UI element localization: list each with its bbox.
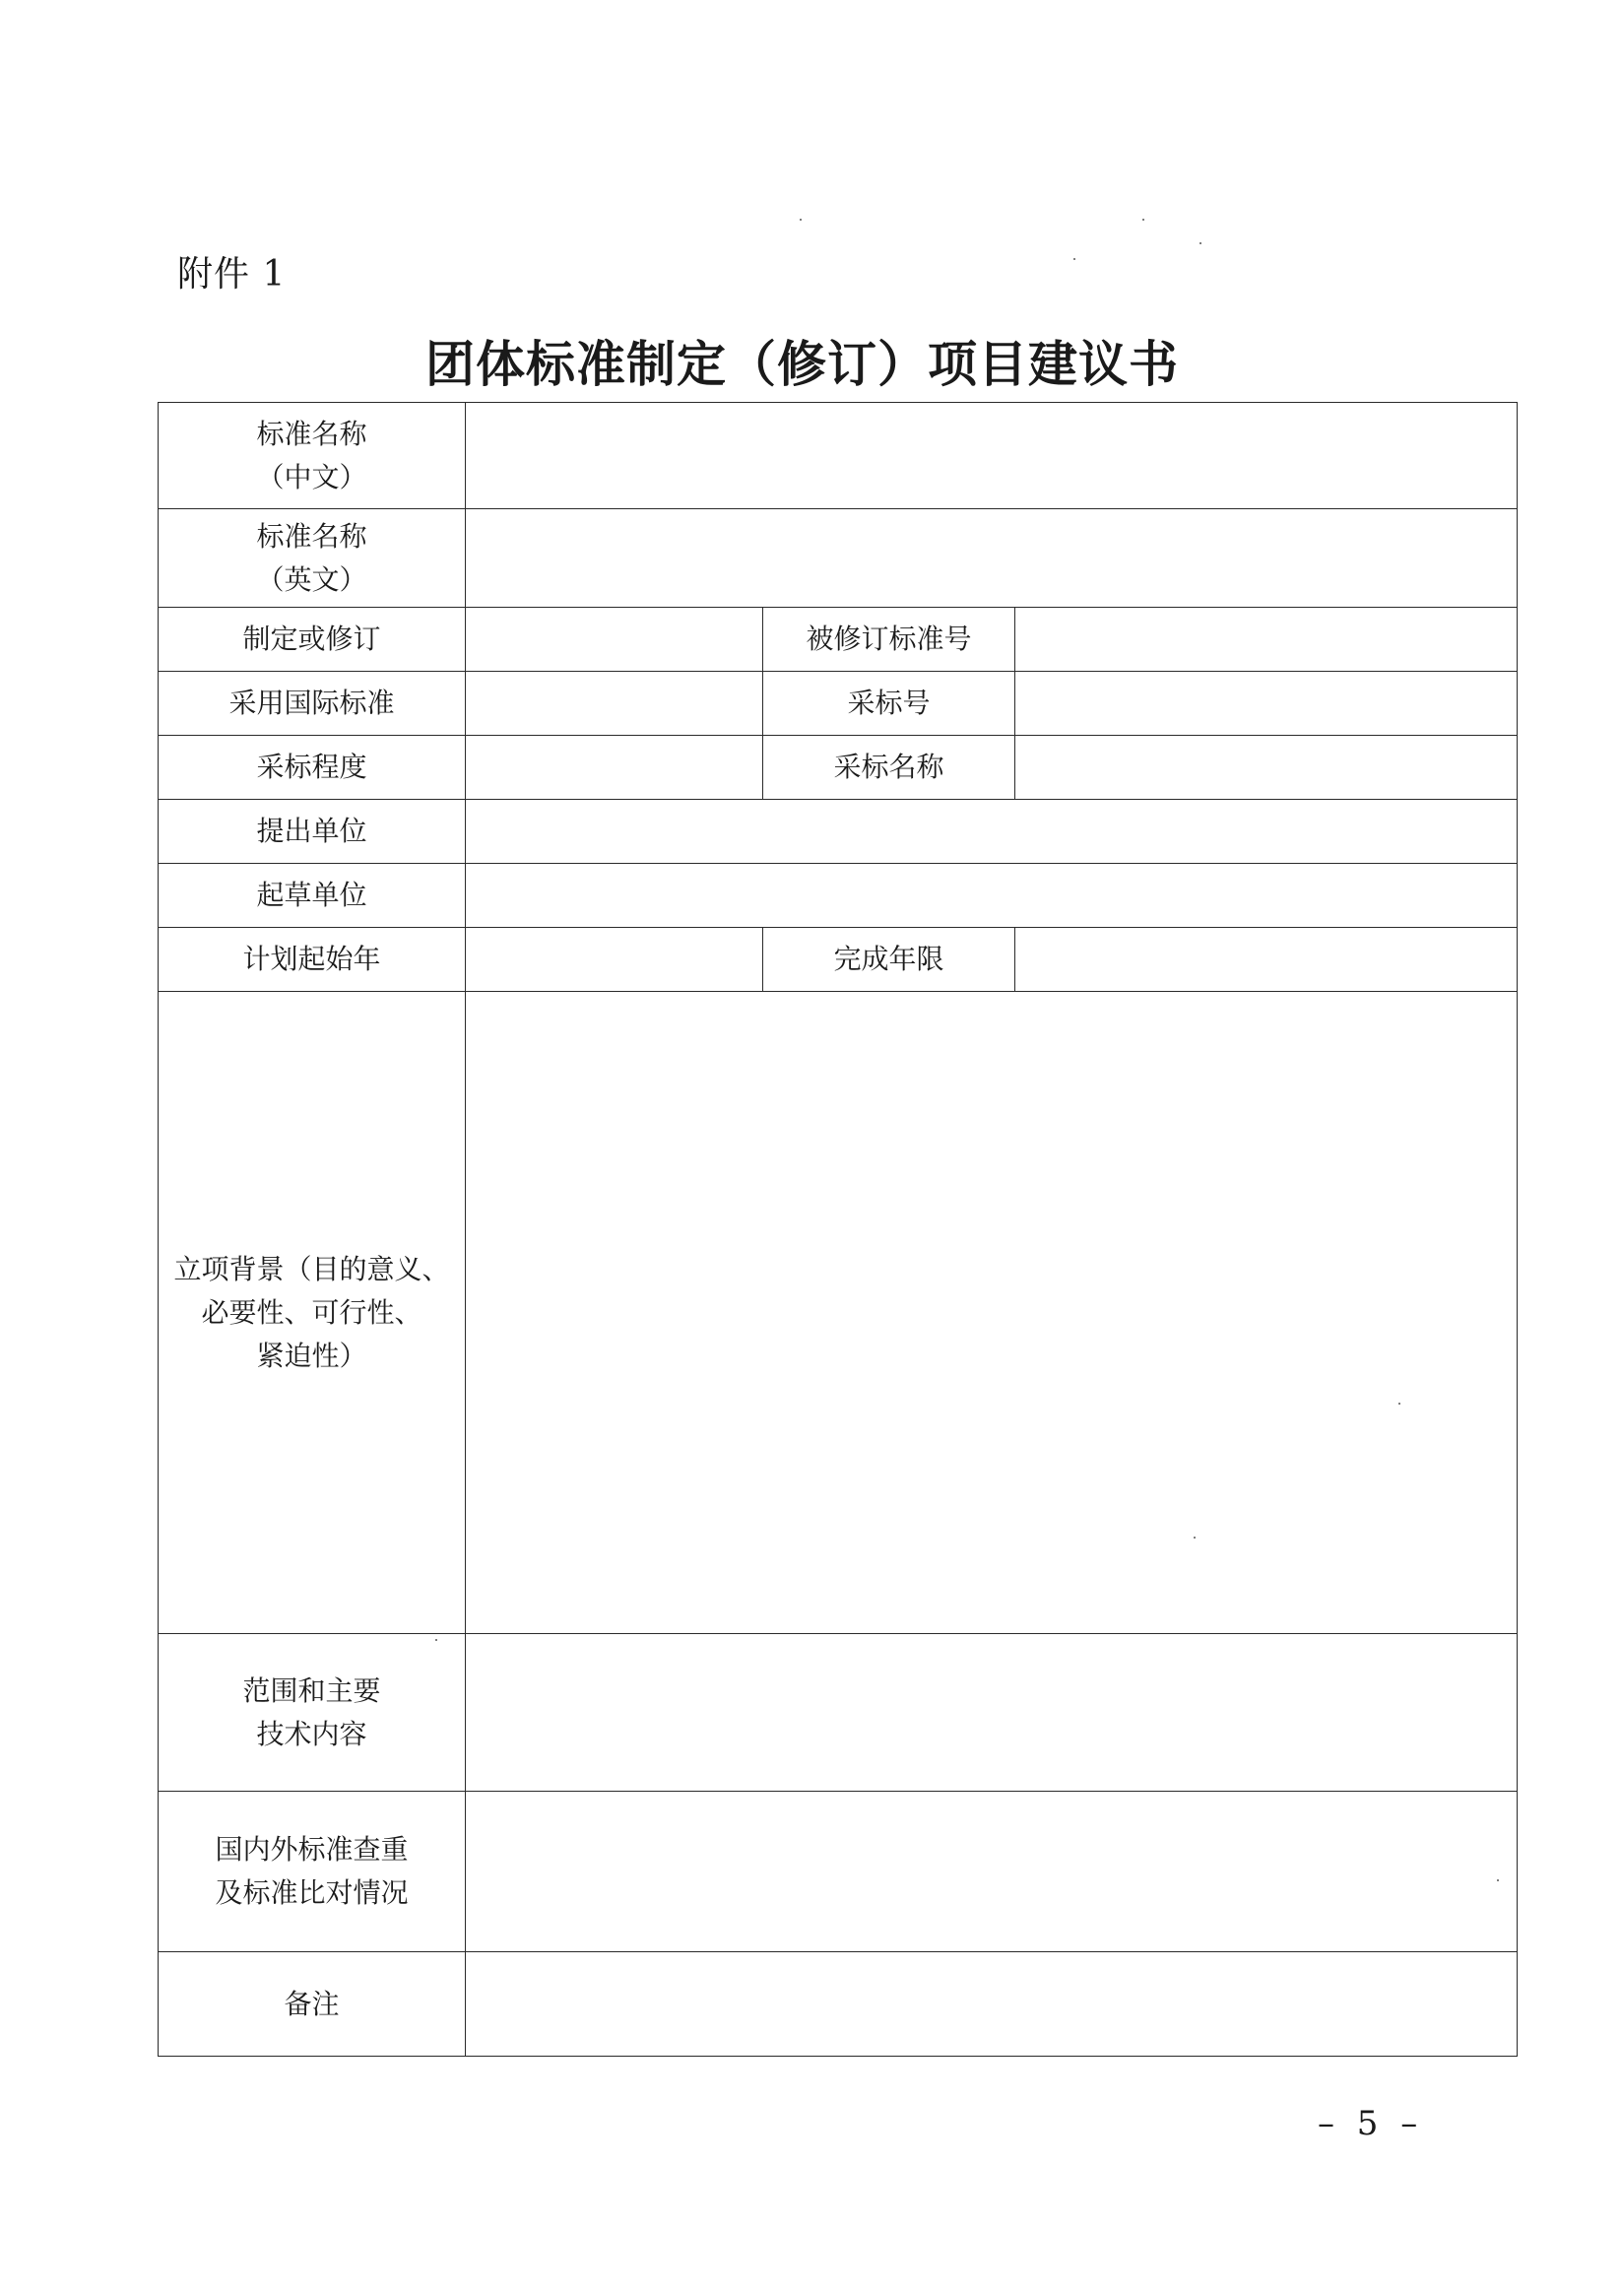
scan-speck	[1497, 1879, 1499, 1881]
adopt-degree-label: 采标程度	[159, 736, 466, 800]
adopt-no-field[interactable]	[1015, 672, 1518, 736]
adopt-name-field[interactable]	[1015, 736, 1518, 800]
adopt-intl-field[interactable]	[466, 672, 763, 736]
deadline-label: 完成年限	[763, 928, 1015, 992]
row-proposer	[159, 800, 1518, 864]
row-background	[159, 992, 1518, 1634]
adopt-name-label: 采标名称	[763, 736, 1015, 800]
row-make-revise	[159, 608, 1518, 672]
adopt-degree-field[interactable]	[466, 736, 763, 800]
name-en-field[interactable]	[466, 509, 1518, 608]
background-label: 立项背景（目的意义、 必要性、可行性、 紧迫性）	[159, 992, 466, 1634]
row-name-en	[159, 509, 1518, 608]
name-en-label: 标准名称 （英文）	[159, 509, 466, 608]
plan-start-field[interactable]	[466, 928, 763, 992]
row-drafter	[159, 864, 1518, 928]
remarks-label: 备注	[159, 1952, 466, 2057]
row-adopt-degree	[159, 736, 1518, 800]
adopt-no-label: 采标号	[763, 672, 1015, 736]
row-name-cn	[159, 403, 1518, 509]
make-or-revise-field[interactable]	[466, 608, 763, 672]
revised-std-no-field[interactable]	[1015, 608, 1518, 672]
scope-label: 范围和主要 技术内容	[159, 1634, 466, 1792]
document-title: 团体标准制定（修订）项目建议书	[425, 335, 1179, 393]
proposer-field[interactable]	[466, 800, 1518, 864]
scan-speck	[800, 219, 802, 221]
drafter-field[interactable]	[466, 864, 1518, 928]
scan-speck	[1142, 219, 1144, 221]
name-cn-field[interactable]	[466, 403, 1518, 509]
row-duplicate-check	[159, 1792, 1518, 1952]
make-or-revise-label: 制定或修订	[159, 608, 466, 672]
scan-speck	[1200, 242, 1201, 244]
row-adopt-intl	[159, 672, 1518, 736]
attachment-label: 附件 1	[177, 254, 287, 295]
duplicate-check-label: 国内外标准查重 及标准比对情况	[159, 1792, 466, 1952]
plan-start-label: 计划起始年	[159, 928, 466, 992]
row-remarks	[159, 1952, 1518, 2057]
scan-speck	[1073, 258, 1075, 260]
scope-field[interactable]	[466, 1634, 1518, 1792]
adopt-intl-label: 采用国际标准	[159, 672, 466, 736]
proposal-form-table	[158, 402, 1518, 2057]
revised-std-no-label: 被修订标准号	[763, 608, 1015, 672]
deadline-field[interactable]	[1015, 928, 1518, 992]
page-number: – 5 –	[1318, 2104, 1424, 2143]
name-cn-label: 标准名称 （中文）	[159, 403, 466, 509]
background-field[interactable]	[466, 992, 1518, 1634]
duplicate-check-field[interactable]	[466, 1792, 1518, 1952]
drafter-label: 起草单位	[159, 864, 466, 928]
scan-speck	[1398, 1403, 1400, 1405]
scan-speck	[435, 1639, 437, 1641]
row-plan	[159, 928, 1518, 992]
scan-speck	[1194, 1537, 1196, 1539]
proposer-label: 提出单位	[159, 800, 466, 864]
remarks-field[interactable]	[466, 1952, 1518, 2057]
row-scope	[159, 1634, 1518, 1792]
